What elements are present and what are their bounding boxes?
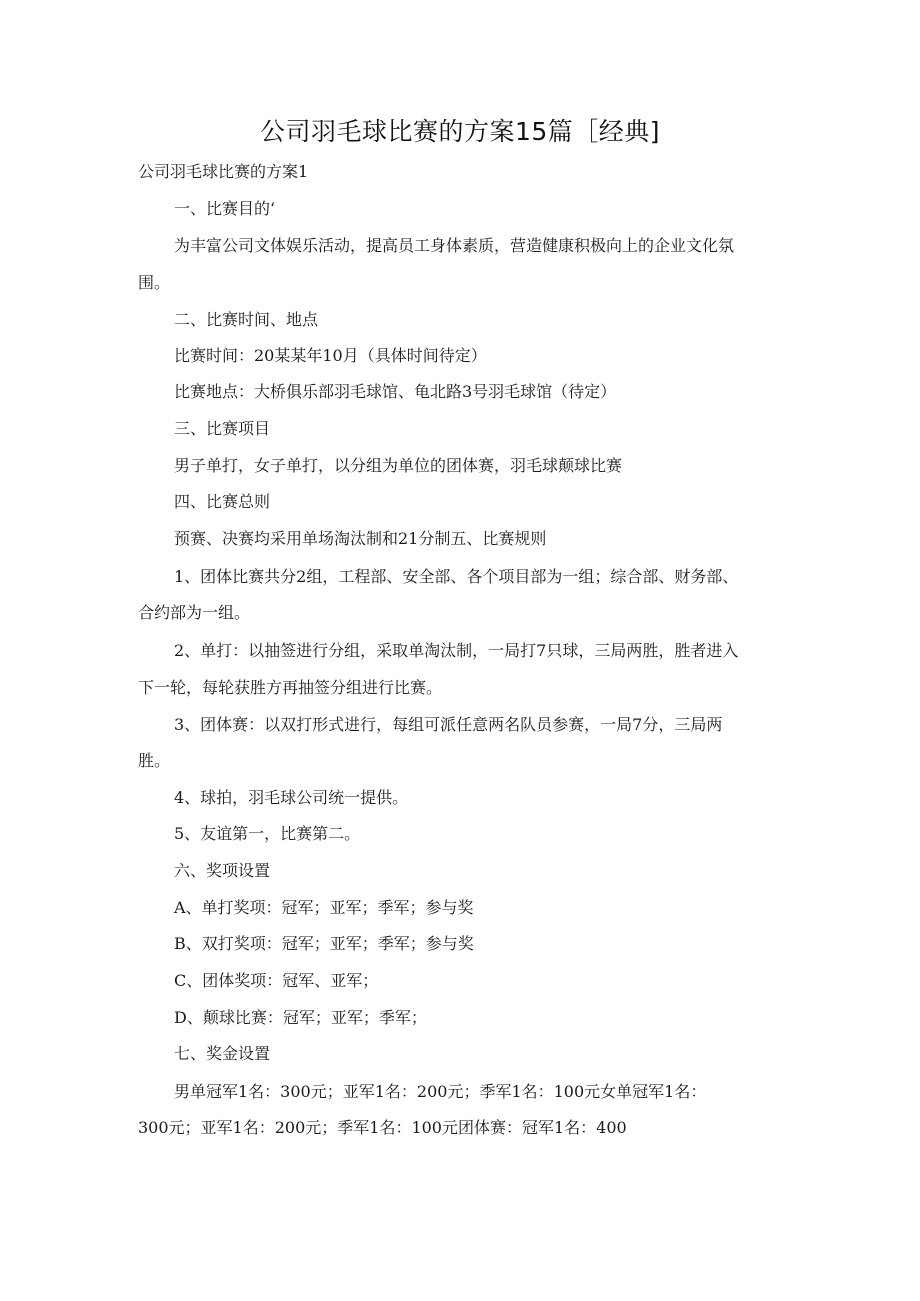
paragraph-line: 一、比赛目的‘	[174, 199, 276, 218]
paragraph-line: 为丰富公司文体娱乐活动，提高员工身体素质，营造健康积极向上的企业文化氛	[174, 236, 735, 255]
paragraph-line: 比赛地点：大桥俱乐部羽毛球馆、龟北路3号羽毛球馆（待定）	[174, 382, 617, 401]
paragraph-line: 5、友谊第一，比赛第二。	[174, 824, 361, 843]
paragraph-line: B、双打奖项：冠军；亚军；季军；参与奖	[174, 934, 474, 953]
paragraph-line: 预赛、决赛均采用单场淘汰制和21分制五、比赛规则	[174, 529, 547, 548]
paragraph-line: 四、比赛总则	[174, 492, 271, 511]
paragraph-line: 三、比赛项目	[174, 419, 271, 438]
paragraph-line: 300元；亚军1名：200元；季军1名：100元团体赛：冠军1名：400	[138, 1118, 627, 1137]
paragraph-line: 下一轮，每轮获胜方再抽签分组进行比赛。	[138, 678, 443, 697]
paragraph-line: 围。	[138, 273, 171, 292]
paragraph-line: 比赛时间：20某某年10月（具体时间待定）	[174, 346, 487, 365]
paragraph-line: 3、团体赛：以双打形式进行，每组可派任意两名队员参赛，一局7分，三局两	[174, 715, 723, 734]
paragraph-line: 胜。	[138, 751, 171, 770]
paragraph-line: 4、球拍，羽毛球公司统一提供。	[174, 788, 409, 807]
paragraph-line: 七、奖金设置	[174, 1044, 271, 1063]
paragraph-line: 合约部为一组。	[138, 603, 251, 622]
section-heading: 公司羽毛球比赛的方案1	[138, 162, 309, 181]
paragraph-line: 男子单打，女子单打，以分组为单位的团体赛，羽毛球颠球比赛	[174, 456, 623, 475]
paragraph-line: A、单打奖项：冠军；亚军；季军；参与奖	[174, 898, 474, 917]
paragraph-line: C、团体奖项：冠军、亚军；	[174, 971, 379, 990]
paragraph-line: 2、单打：以抽签进行分组，采取单淘汰制，一局打7只球，三局两胜，胜者进入	[174, 641, 739, 660]
paragraph-line: 六、奖项设置	[174, 861, 271, 880]
paragraph-line: 1、团体比赛共分2组，工程部、安全部、各个项目部为一组；综合部、财务部、	[174, 567, 739, 586]
paragraph-line: 二、比赛时间、地点	[174, 310, 319, 329]
paragraph-line: 男单冠军1名：300元；亚军1名：200元；季军1名：100元女单冠军1名：	[174, 1082, 707, 1101]
document-title: 公司羽毛球比赛的方案15篇［经典]	[259, 117, 661, 146]
paragraph-line: D、颠球比赛：冠军；亚军；季军；	[174, 1008, 427, 1027]
